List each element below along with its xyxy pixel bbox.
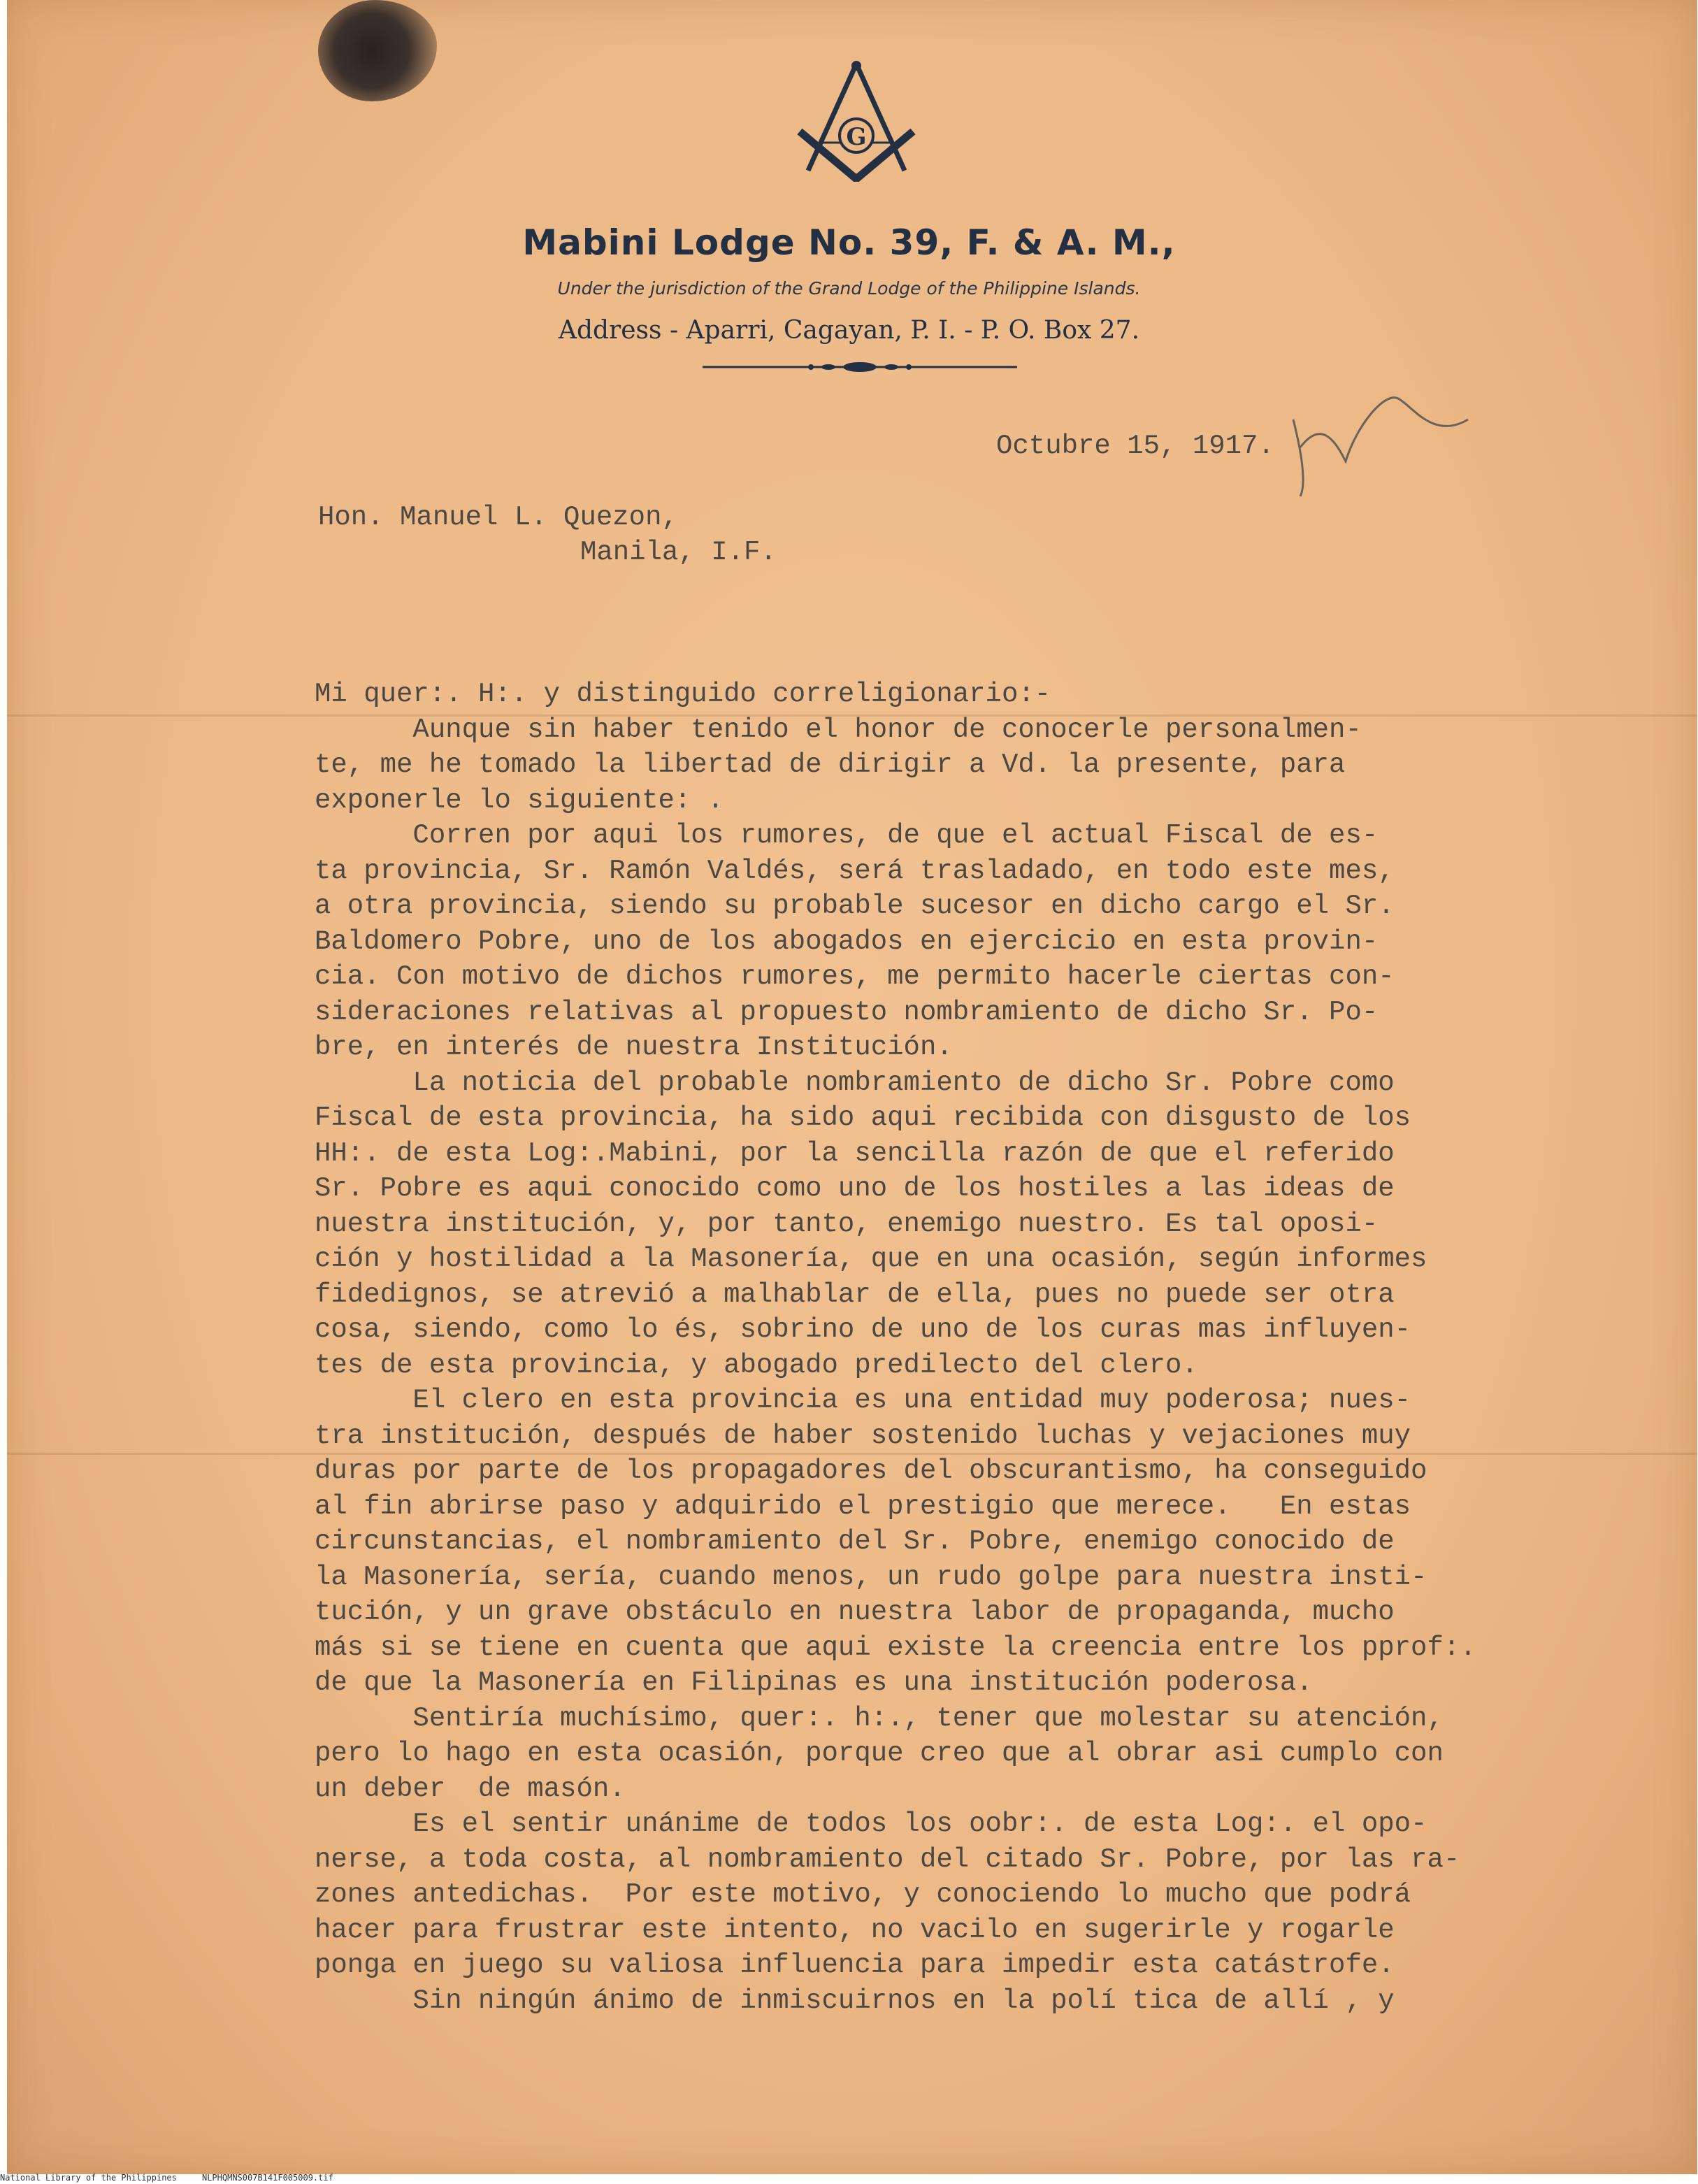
body-line: ción y hostilidad a la Masonería, que en una ocasión, según informes: [315, 1244, 1427, 1274]
body-line: te, me he tomado la libertad de dirigir a Vd. la presente, para: [315, 749, 1346, 780]
body-line: Sr. Pobre es aqui conocido como uno de los hostiles a las ideas de: [315, 1173, 1395, 1204]
jurisdiction-line: Under the jurisdiction of the Grand Lodge of the Philippine Islands.: [557, 278, 1141, 299]
square-and-compass-emblem: [794, 59, 919, 182]
body-line: la Masonería, sería, cuando menos, un rudo golpe para nuestra insti-: [315, 1561, 1427, 1593]
body-line: exponerle lo siguiente: .: [315, 784, 724, 816]
body-line: circunstancias, el nombramiento del Sr. Pobre, enemigo conocido de: [315, 1526, 1395, 1557]
body-line: fidedignos, se atrevió a malhablar de ella, pues no puede ser otra: [315, 1279, 1395, 1310]
body-line: Aunque sin haber tenido el honor de conocerle personalmen-: [315, 714, 1362, 745]
body-line: Fiscal de esta provincia, ha sido aqui recibida con disgusto de los: [315, 1102, 1411, 1133]
body-line: zones antedichas. Por este motivo, y conociendo lo mucho que podrá: [315, 1879, 1411, 1910]
body-line: a otra provincia, siendo su probable sucesor en dicho cargo el Sr.: [315, 891, 1395, 921]
body-line: Corren por aqui los rumores, de que el actual Fiscal de es-: [315, 820, 1379, 851]
addressee-name: Hon. Manuel L. Quezon,: [318, 502, 678, 533]
body-line: de que la Masonería en Filipinas es una institución poderosa.: [315, 1667, 1313, 1698]
addressee-city: Manila, I.F.: [580, 537, 777, 568]
body-line: La noticia del probable nombramiento de dicho Sr. Pobre como: [315, 1067, 1395, 1098]
body-line: tra institución, después de haber sostenido luchas y vejaciones muy: [315, 1420, 1411, 1451]
body-line: más si se tiene en cuenta que aqui existe la creencia entre los pprof:.: [315, 1632, 1476, 1663]
body-line: Mi quer:. H:. y distinguido correligionario:-: [315, 679, 1051, 710]
body-line: nuestra institución, y, por tanto, enemigo nuestro. Es tal oposi-: [315, 1208, 1379, 1240]
handwritten-mark: [1279, 378, 1475, 503]
body-line: El clero en esta provincia es una entidad muy poderosa; nues-: [315, 1385, 1411, 1416]
body-line: Sentiría muchísimo, quer:. h:., tener que molestar su atención,: [315, 1702, 1444, 1734]
body-line: ponga en juego su valiosa influencia para impedir esta catástrofe.: [315, 1950, 1395, 1981]
body-line: tución, y un grave obstáculo en nuestra labor de propaganda, mucho: [315, 1597, 1395, 1628]
body-line: Baldomero Pobre, uno de los abogados en ejercicio en esta provin-: [315, 926, 1379, 957]
body-line: pero lo hago en esta ocasión, porque creo que al obrar asi cumplo con: [315, 1738, 1444, 1769]
letter-body: [315, 677, 1608, 2018]
body-line: ta provincia, Sr. Ramón Valdés, será trasladado, en todo este mes,: [315, 855, 1395, 886]
body-line: duras por parte de los propagadores del obscurantismo, ha conseguido: [315, 1456, 1427, 1486]
lodge-address: Address - Aparri, Cagayan, P. I. - P. O. Box 27.: [558, 316, 1140, 345]
body-line: sideraciones relativas al propuesto nombramiento de dicho Sr. Po-: [315, 996, 1379, 1028]
body-line: nerse, a toda costa, al nombramiento del citado Sr. Pobre, por las ra-: [315, 1844, 1460, 1875]
body-line: HH:. de esta Log:.Mabini, por la sencilla razón de que el referido: [315, 1137, 1395, 1169]
body-line: cosa, siendo, como lo és, sobrino de uno de los curas mas influyen-: [315, 1314, 1411, 1345]
body-line: un deber de masón.: [315, 1773, 626, 1804]
letter-date: Octubre 15, 1917.: [996, 431, 1274, 461]
body-line: bre, en interés de nuestra Institución.: [315, 1032, 953, 1063]
body-line: tes de esta provincia, y abogado predilecto del clero.: [315, 1349, 1198, 1381]
archive-footer: National Library of the Philippines NLPHQMNS007B141F005009.tif: [0, 2173, 333, 2183]
ornamental-divider: [703, 359, 1017, 375]
body-line: cia. Con motivo de dichos rumores, me permito hacerle ciertas con-: [315, 961, 1395, 992]
emblem-letter: G: [846, 123, 867, 151]
body-line: al fin abrirse paso y adquirido el prestigio que merece. En estas: [315, 1490, 1411, 1522]
body-line: hacer para frustrar este intento, no vacilo en sugerirle y rogarle: [315, 1914, 1395, 1946]
body-line: Es el sentir unánime de todos los oobr:. de esta Log:. el opo-: [315, 1809, 1427, 1839]
lodge-title: Mabini Lodge No. 39, F. & A. M.,: [522, 222, 1176, 263]
body-line: Sin ningún ánimo de inmiscuirnos en la polí tica de allí , y: [315, 1985, 1395, 2016]
